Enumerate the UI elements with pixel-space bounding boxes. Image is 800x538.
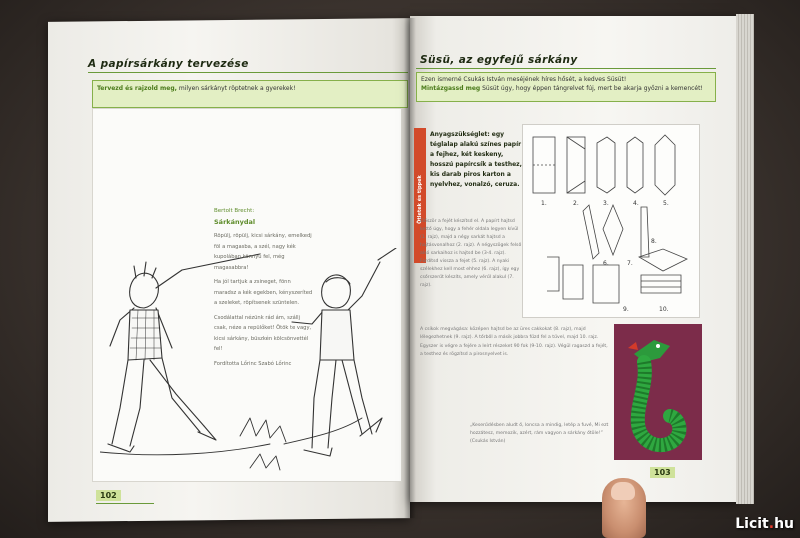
instructions-text: Először a fejét készítsd el. A papírt hajtsd kettő úgy, hogy a fehér oldala legyen kívül (1. rajz), majd a négy sarkát hajtsd a hajtásvonalhoz (2. rajz). A négyszögek felső alsó sarkaihoz is hajtsd be (3-4. rajz). Fordítsd vissza a fejet (5. rajz). A nyaki szélekhez kell most ehhez (6. rajz), így egy csőrszerűt készíts, amely vérűl alakul (7. rajz). — [420, 219, 522, 288]
watermark-tld: hu — [774, 516, 794, 532]
right-task-label: Mintázgassd meg — [421, 85, 481, 92]
right-title-rule — [416, 68, 716, 69]
body-text: A csíkok megvágása: középen hajtsd be az üres cakkokat (8. rajz), majd lélegezhetnek (9. rajz). A tőrből a másik jobbra fűzd fel a tűvel, majd 10. rajz. Egyszer is végre a fejére a leírt részeket 90 fok (9-10. rajz). Végül ragaszd a fejét, a testhez és rögzítsd a pirosnyelvet is. — [420, 327, 608, 358]
diagram-label-9: 9. — [623, 306, 629, 313]
right-task-box — [416, 72, 716, 102]
poem-author: Bertolt Brecht: — [214, 208, 255, 214]
folding-steps-drawing — [523, 125, 699, 317]
left-page-title: A papírsárkány tervezése — [88, 58, 249, 70]
paper-dragon-image — [614, 324, 702, 460]
quote-text: „Keserűdésben aludt ő, loncsa a mindig, letép a fuvé, Mi ezt hozzátesz, memozik, azért, rám vagyon a sárkány őtöle!” (Csukás István) — [470, 423, 609, 445]
poem-translator: Fordította Lőrinc Szabó Lőrinc — [214, 360, 292, 367]
materials-text: egy téglalap alakú színes papír a fejhez, két keskeny, hosszú papírcsík a testhez, kis darab piros karton a nyelvhez, vonalzó, ceruza. — [430, 131, 522, 188]
diagram-label-10: 10. — [659, 306, 669, 313]
watermark-brand: Licit — [735, 516, 769, 532]
thumb-nail — [611, 482, 635, 500]
left-task-text: milyen sárkányt röptetnek a gyerekek! — [178, 85, 296, 92]
diagram-label-2: 2. — [573, 200, 579, 207]
diagram-label-4: 4. — [633, 200, 639, 207]
right-task-text: Süsüt úgy, hogy éppen tángrelvet fúj, mert be akarja győzni a kemencét! — [482, 85, 703, 92]
left-title-rule — [88, 72, 408, 73]
left-task-label: Tervezd és rajzold meg, — [97, 85, 177, 92]
diagram-label-3: 3. — [603, 200, 609, 207]
poem-stanza-1: Röpülj, röpülj, kicsi sárkány, emelkedj föl a magasba, a szél, nagy kék kupolában könnyű fel, még magasabbra! — [214, 233, 312, 271]
watermark-logo — [735, 516, 794, 532]
right-page-title: Süsü, az egyfejű sárkány — [420, 54, 578, 66]
diagram-label-5: 5. — [663, 200, 669, 207]
book-spine-shadow — [404, 18, 416, 518]
right-page-number: 103 — [650, 467, 675, 478]
poem-title: Sárkánydal — [214, 217, 256, 226]
poem-stanza-2: Ha jól tartjuk a zsineget, fönn maradsz a kék egekben, kényszeríted a szeleket, röpítsenek szüntelen. — [214, 279, 313, 306]
tips-sidebar-label: Ötletek és tippek — [417, 175, 423, 224]
left-page-number-rule — [96, 503, 154, 504]
materials-block — [430, 130, 522, 190]
diagram-label-1: 1. — [541, 200, 547, 207]
poem-block — [214, 206, 314, 369]
diagram-label-8: 8. — [651, 238, 657, 245]
diagram-label-6: 6. — [603, 260, 609, 267]
left-page-number: 102 — [96, 490, 121, 501]
folding-diagram — [522, 124, 700, 318]
left-task-box — [92, 80, 408, 108]
right-intro-line: Ezen ismerné Csukás István meséjének híres hősét, a kedves Süsüt! — [421, 76, 627, 83]
diagram-label-7: 7. — [627, 260, 633, 267]
watermark-dot: . — [768, 516, 775, 532]
dragon-photo — [614, 324, 702, 460]
materials-label: Anyagszükséglet: — [430, 131, 490, 138]
poem-stanza-3: Csodálattal nézünk rád ám, szállj csak, néze a repülőket! Ötök te vagy, kicsi sárkány, büszkén kölcsönvettél fel! — [214, 314, 312, 352]
book-page-edges — [736, 14, 754, 504]
